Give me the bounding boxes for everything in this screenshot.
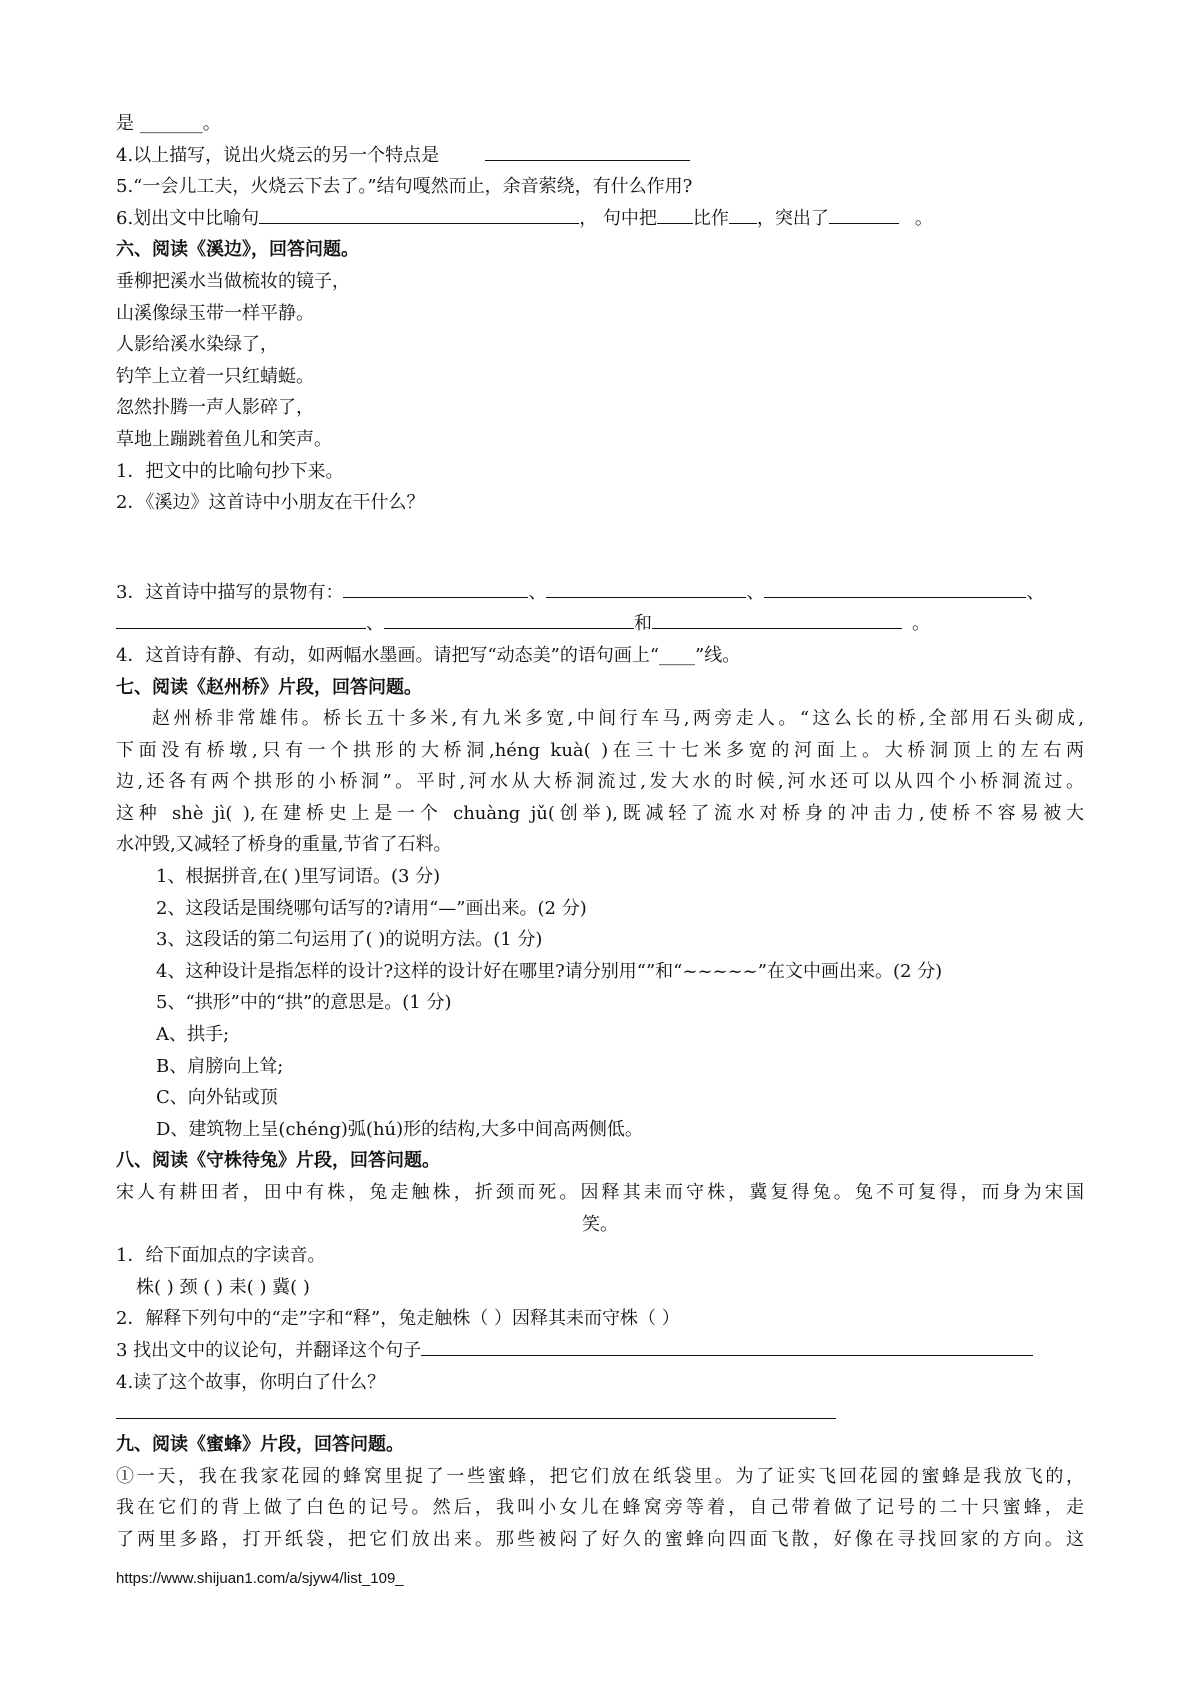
- question-line: 1．把文中的比喻句抄下来。: [116, 460, 344, 482]
- answer-line[interactable]: [116, 1398, 836, 1419]
- option-d: D、建筑物上呈(chéng)弧(hú)形的结构,大多中间高两侧低。: [156, 1118, 643, 1140]
- option-a: A、拱手;: [156, 1024, 230, 1046]
- question-text: 4.以上描写，说出火烧云的另一个特点是: [116, 144, 440, 166]
- answer-blank[interactable]: [764, 577, 1026, 598]
- worksheet-page: [116, 108, 1084, 1556]
- answer-blank[interactable]: [343, 577, 528, 598]
- question-line: [116, 203, 1084, 235]
- question-line: 1、根据拼音,在( )里写词语。(3 分): [156, 866, 441, 888]
- question-line: 1．给下面加点的字读音。: [116, 1245, 326, 1267]
- question-line: 3、这段话的第二句运用了( )的说明方法。(1 分): [156, 929, 543, 951]
- poem-line: 钓竿上立着一只红蜻蜓。: [116, 365, 314, 387]
- question-text: ， 句中把: [579, 207, 657, 229]
- section-title: 七、阅读《赵州桥》片段，回答问题。: [116, 676, 422, 698]
- poem-line: 忽然扑腾一声人影碎了，: [116, 397, 314, 419]
- passage-line: ①一天，我在我家花园的蜂窝里捉了一些蜜蜂，把它们放在纸袋里。为了证实飞回花园的蜜蜂是我放飞的，: [116, 1465, 1084, 1487]
- answer-blank[interactable]: [652, 608, 902, 629]
- question-text: 。: [912, 613, 930, 635]
- answer-blank[interactable]: [729, 203, 757, 224]
- question-line: 4.读了这个故事，你明白了什么？: [116, 1371, 386, 1393]
- question-text: 。: [914, 207, 933, 229]
- passage-line: 赵州桥非常雄伟。桥长五十多米,有九米多宽,中间行车马,两旁走人。“这么长的桥,全部用石头砌成,: [152, 708, 1084, 730]
- answer-blank[interactable]: [829, 203, 899, 224]
- section-title: 六、阅读《溪边》，回答问题。: [116, 239, 359, 261]
- text-line: 是 _______。: [116, 113, 221, 134]
- poem-line: 山溪像绿玉带一样平静。: [116, 302, 314, 324]
- option-b: B、肩膀向上耸;: [156, 1055, 284, 1077]
- question-text: ，突出了: [756, 207, 829, 229]
- question-line: [116, 1335, 1084, 1367]
- question-line: 株( ) 颈 ( ) 耒( ) 冀( ): [136, 1276, 310, 1298]
- passage-line: 笑。: [582, 1213, 618, 1235]
- question-text: 3 找出文中的议论句，并翻译这个句子: [116, 1339, 422, 1361]
- passage-line: 下面没有桥墩,只有一个拱形的大桥洞,héng kuà( )在三十七米多宽的河面上。大桥洞顶上的左右两: [116, 739, 1084, 761]
- answer-blank[interactable]: [259, 203, 579, 224]
- separator: 、: [746, 581, 765, 603]
- question-text: 3．这首诗中描写的景物有：: [116, 581, 344, 603]
- section-title: 八、阅读《守株待兔》片段，回答问题。: [116, 1150, 440, 1172]
- question-line: 5、“拱形”中的“拱”的意思是。(1 分): [156, 992, 452, 1014]
- passage-line: 水冲毁,又减轻了桥身的重量,节省了石料。: [116, 834, 452, 856]
- separator: 、: [366, 613, 384, 635]
- passage-line: 我在它们的背上做了白色的记号。然后，我叫小女儿在蜂窝旁等着，自己带着做了记号的二十只蜜蜂，走: [116, 1497, 1084, 1519]
- question-line: 2．《溪边》这首诗中小朋友在干什么？: [116, 492, 425, 514]
- answer-blank[interactable]: [546, 577, 746, 598]
- poem-line: 人影给溪水染绿了，: [116, 334, 278, 356]
- conjunction: 和: [634, 613, 652, 635]
- question-line: 4、这种设计是指怎样的设计?这样的设计好在哪里?请分别用“”和“~~~~~”在文中画出来。(2 分): [156, 960, 943, 982]
- passage-line: 了两里多路，打开纸袋，把它们放出来。那些被闷了好久的蜜蜂向四面飞散，好像在寻找回家的方向。这: [116, 1528, 1084, 1550]
- question-line: [116, 577, 1084, 609]
- question-text: 比作: [692, 207, 729, 229]
- passage-line: 边,还各有两个拱形的小桥洞”。平时,河水从大桥洞流过,发大水的时候,河水还可以从四个小桥洞流过。: [116, 771, 1084, 793]
- question-line: 2．解释下列句中的“走”字和“释”，兔走触株（ ）因释其耒而守株（ ）: [116, 1308, 680, 1330]
- passage-line: 宋人有耕田者，田中有株，兔走触株，折颈而死。因释其耒而守株，冀复得兔。兔不可复得，而身为宋国: [116, 1182, 1084, 1203]
- option-c: C、向外钻或顶: [156, 1087, 278, 1109]
- poem-line: 垂柳把溪水当做梳妆的镜子，: [116, 270, 350, 292]
- question-line: 5.“一会儿工夫，火烧云下去了。”结句嘎然而止，余音萦绕，有什么作用?: [116, 176, 693, 198]
- answer-blank[interactable]: [116, 608, 366, 629]
- separator: 、: [1026, 581, 1045, 603]
- poem-line: 草地上蹦跳着鱼儿和笑声。: [116, 428, 332, 450]
- footer-url: https://www.shijuan1.com/a/sjyw4/list_109_: [116, 1570, 404, 1587]
- question-line: [116, 140, 1084, 172]
- separator: 、: [528, 581, 547, 603]
- question-line: 2、这段话是围绕哪句话写的?请用“—”画出来。(2 分): [156, 897, 587, 919]
- answer-blank[interactable]: [657, 203, 693, 224]
- answer-blank[interactable]: [485, 140, 690, 161]
- answer-blank[interactable]: [384, 608, 634, 629]
- question-text: 6.划出文中比喻句: [116, 207, 260, 229]
- question-line: [116, 608, 1084, 640]
- answer-blank[interactable]: [421, 1335, 1033, 1356]
- section-title: 九、阅读《蜜蜂》片段，回答问题。: [116, 1434, 404, 1456]
- question-line: 4．这首诗有静、有动，如两幅水墨画。请把写“动态美”的语句画上“____”线。: [116, 644, 741, 666]
- passage-line: 这种 shè jì( ),在建桥史上是一个 chuàng jǔ(创举),既减轻了流水对桥身的冲击力,使桥不容易被大: [116, 802, 1084, 824]
